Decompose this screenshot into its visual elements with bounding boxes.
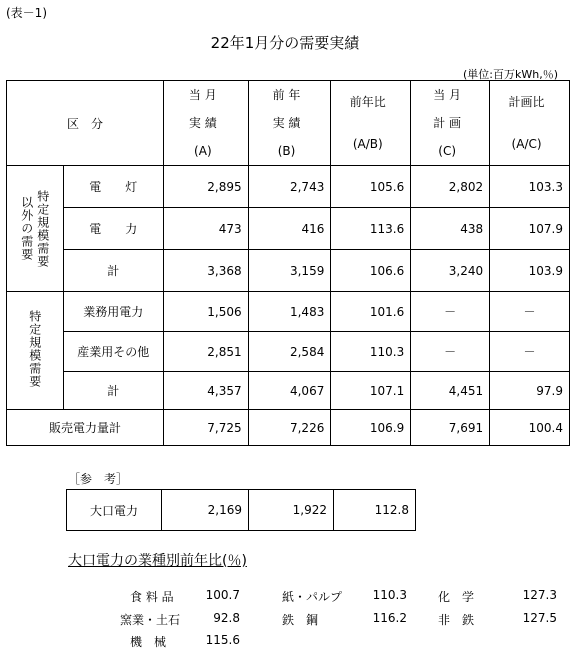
breakdown-item-name: 窯業・土石 xyxy=(120,613,181,627)
row-name: 業務用電力 xyxy=(63,292,163,332)
page-title: 22年1月分の需要実績 xyxy=(210,34,360,52)
header-prev-line3: (B) xyxy=(277,144,296,158)
value-b: 416 xyxy=(248,208,331,250)
value-b: 4,067 xyxy=(248,372,331,410)
breakdown-item-name: 機 械 xyxy=(130,635,167,649)
total-ab: 106.9 xyxy=(331,410,411,446)
reference-ab: 112.8 xyxy=(334,490,416,531)
table-row xyxy=(7,292,570,332)
table-row xyxy=(7,372,570,410)
value-b: 2,584 xyxy=(248,332,331,372)
breakdown-item-value: 115.6 xyxy=(205,633,240,647)
row-name: 計 xyxy=(63,372,163,410)
header-plan-line2: 計 画 xyxy=(433,116,462,130)
total-label: 販売電力量計 xyxy=(7,410,164,446)
value-a: 2,895 xyxy=(164,166,249,208)
breakdown-item-name: 鉄 鋼 xyxy=(282,613,319,627)
value-c: － xyxy=(411,292,490,332)
total-c: 7,691 xyxy=(411,410,490,446)
header-current-line2: 実 績 xyxy=(188,116,217,130)
breakdown-title: 大口電力の業種別前年比(％) xyxy=(68,553,247,569)
header-plan-line3: (C) xyxy=(438,144,457,158)
total-ac: 100.4 xyxy=(490,410,570,446)
row-name: 計 xyxy=(63,250,163,292)
header-plan-line1: 当 月 xyxy=(433,88,462,102)
breakdown-item-value: 127.3 xyxy=(522,588,557,602)
group1-label xyxy=(7,166,64,292)
breakdown-item-value: 116.2 xyxy=(372,611,407,625)
total-row xyxy=(7,410,570,446)
value-ac: － xyxy=(490,332,570,372)
header-current-month xyxy=(164,81,249,166)
value-ac: 103.3 xyxy=(490,166,570,208)
group1-label-col2: 特定規模需要 xyxy=(35,189,50,268)
value-a: 2,851 xyxy=(164,332,249,372)
header-ratio-plan-line1: 計画比 xyxy=(508,95,545,109)
value-ac: 107.9 xyxy=(490,208,570,250)
value-a: 1,506 xyxy=(164,292,249,332)
row-name: 産業用その他 xyxy=(63,332,163,372)
header-category: 区 分 xyxy=(7,81,164,166)
value-ab: 107.1 xyxy=(331,372,411,410)
row-name: 電 力 xyxy=(63,208,163,250)
total-a: 7,725 xyxy=(164,410,249,446)
table-row xyxy=(7,166,570,208)
table-number-label: (表－1) xyxy=(6,6,47,20)
reference-label: ［参 考］ xyxy=(68,472,129,486)
value-ab: 110.3 xyxy=(331,332,411,372)
header-ratio-plan-line2: (A/C) xyxy=(511,137,542,151)
value-ab: 113.6 xyxy=(331,208,411,250)
value-ab: 101.6 xyxy=(331,292,411,332)
value-c: － xyxy=(411,332,490,372)
value-c: 2,802 xyxy=(411,166,490,208)
header-ratio-prev-line1: 前年比 xyxy=(349,95,386,109)
header-ratio-prev-line2: (A/B) xyxy=(352,137,383,151)
table-row xyxy=(7,208,570,250)
total-b: 7,226 xyxy=(248,410,331,446)
header-plan xyxy=(411,81,490,166)
reference-table xyxy=(66,489,416,531)
value-b: 2,743 xyxy=(248,166,331,208)
row-name: 電 灯 xyxy=(63,166,163,208)
group1-label-col1: 以外の需要 xyxy=(19,196,34,261)
table-row xyxy=(7,332,570,372)
header-ratio-prev xyxy=(331,81,411,166)
value-ac: 103.9 xyxy=(490,250,570,292)
value-a: 4,357 xyxy=(164,372,249,410)
value-ac: － xyxy=(490,292,570,332)
header-current-line1: 当 月 xyxy=(188,88,217,102)
value-ac: 97.9 xyxy=(490,372,570,410)
value-a: 473 xyxy=(164,208,249,250)
header-ratio-plan xyxy=(490,81,570,166)
breakdown-item-value: 92.8 xyxy=(213,611,240,625)
breakdown-item-value: 100.7 xyxy=(205,588,240,602)
header-prev-year xyxy=(248,81,331,166)
header-prev-line1: 前 年 xyxy=(272,88,301,102)
reference-b: 1,922 xyxy=(249,490,334,531)
value-c: 438 xyxy=(411,208,490,250)
reference-row xyxy=(67,490,416,531)
value-ab: 105.6 xyxy=(331,166,411,208)
breakdown-item-name: 食 料 品 xyxy=(130,590,174,604)
value-ab: 106.6 xyxy=(331,250,411,292)
value-c: 3,240 xyxy=(411,250,490,292)
group2-label xyxy=(7,292,64,410)
breakdown-item-value: 127.5 xyxy=(522,611,557,625)
breakdown-item-name: 化 学 xyxy=(438,590,475,604)
reference-name: 大口電力 xyxy=(67,490,162,531)
breakdown-item-name: 紙・パルプ xyxy=(282,590,343,604)
table-row xyxy=(7,250,570,292)
header-row xyxy=(7,81,570,166)
unit-note: (単位:百万kWh,％) xyxy=(462,68,558,81)
value-b: 3,159 xyxy=(248,250,331,292)
value-c: 4,451 xyxy=(411,372,490,410)
reference-a: 2,169 xyxy=(162,490,249,531)
header-current-line3: (A) xyxy=(194,144,212,158)
demand-results-table xyxy=(6,80,570,446)
breakdown-item-name: 非 鉄 xyxy=(438,613,475,627)
breakdown-item-value: 110.3 xyxy=(372,588,407,602)
group2-label-text: 特定規模需要 xyxy=(27,310,42,388)
header-prev-line2: 実 績 xyxy=(272,116,301,130)
value-a: 3,368 xyxy=(164,250,249,292)
value-b: 1,483 xyxy=(248,292,331,332)
